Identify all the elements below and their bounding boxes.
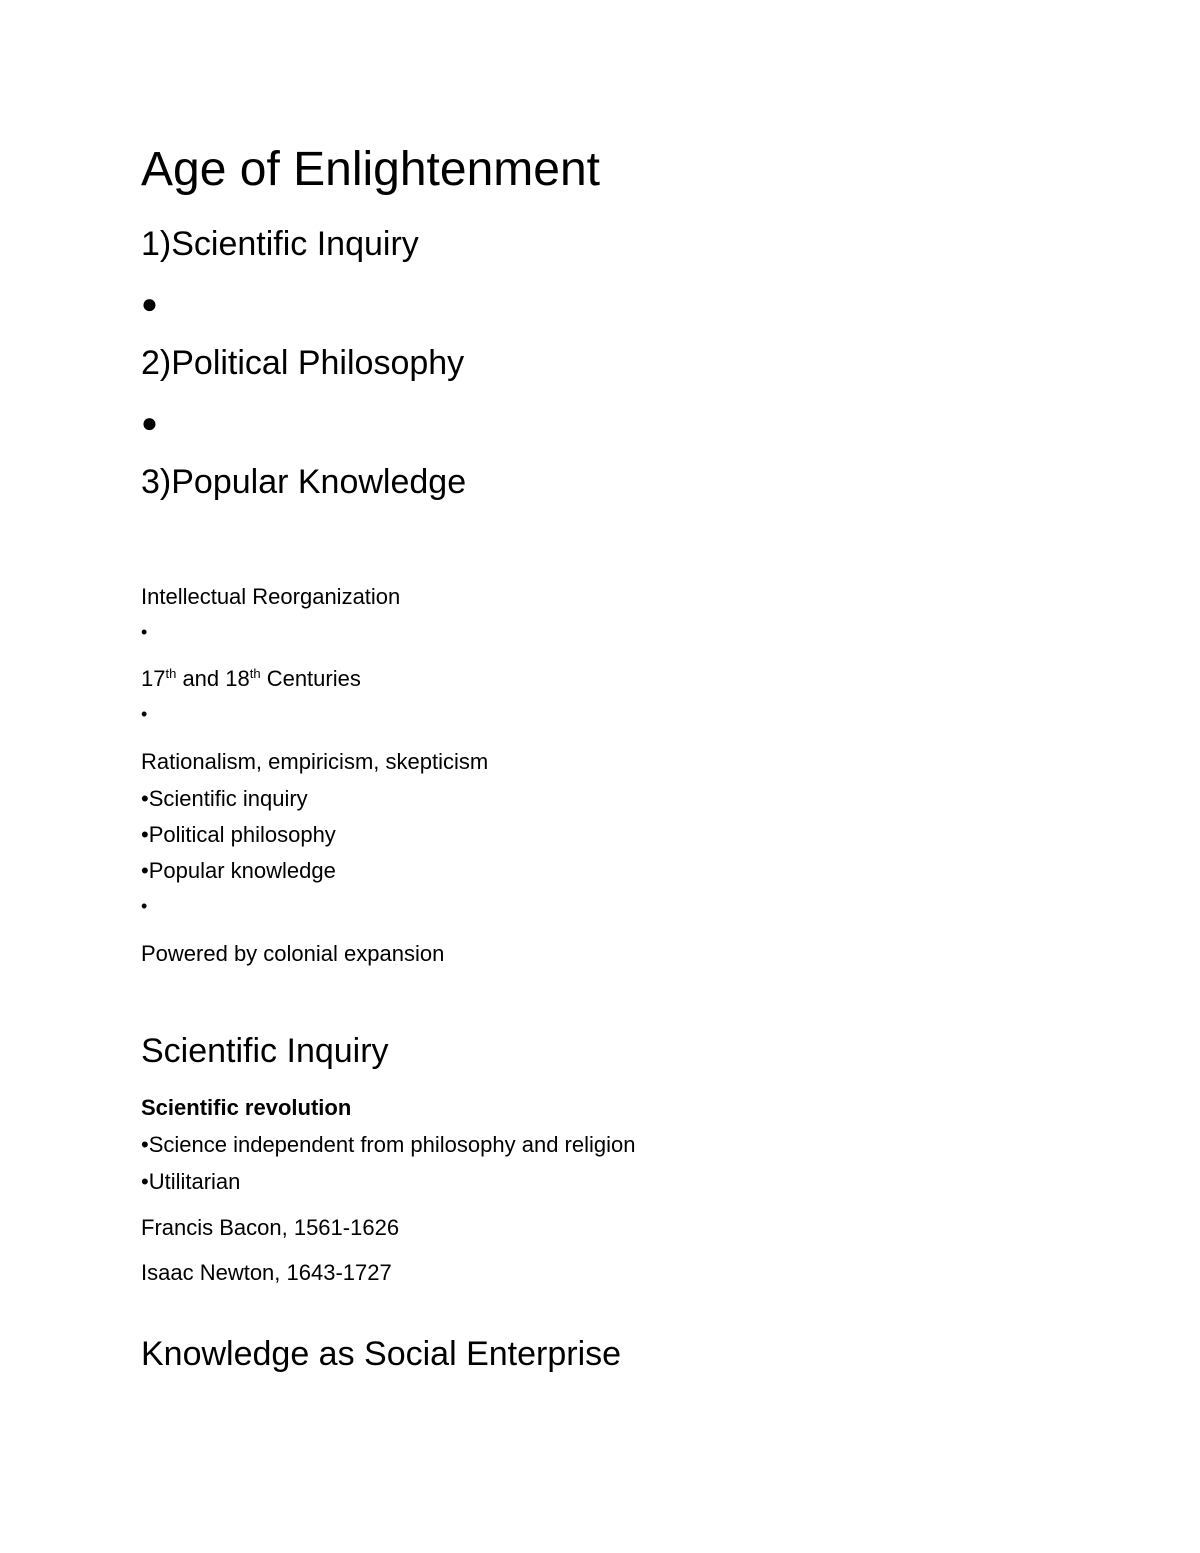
list-item: •Utilitarian [141,1169,241,1194]
outline-item-scientific-inquiry: 1)Scientific Inquiry [141,225,419,263]
outline-item-popular-knowledge: 3)Popular Knowledge [141,463,467,501]
list-item: •Scientific inquiry [141,786,308,811]
section-heading-scientific-inquiry: Scientific Inquiry [141,1032,389,1070]
powered-line: Powered by colonial expansion [141,941,445,966]
centuries-label: Centuries [260,666,361,691]
century-17: 17 [141,666,166,691]
superscript-th: th [165,666,177,681]
list-item: •Science independent from philosophy and religion [141,1132,636,1157]
person-isaac-newton: Isaac Newton, 1643-1727 [141,1260,392,1285]
list-item: •Popular knowledge [141,858,336,883]
centuries-line [141,668,361,690]
superscript-th: th [249,666,261,681]
rationalism-line: Rationalism, empiricism, skepticism [141,749,489,774]
bullet-icon: • [141,704,148,724]
bullet-icon: ● [141,407,158,438]
century-and-18: and 18 [176,666,250,691]
intro-heading: Intellectual Reorganization [141,584,401,609]
outline-item-political-philosophy: 2)Political Philosophy [141,344,465,382]
page-title: Age of Enlightenment [141,143,600,196]
subheading-scientific-revolution: Scientific revolution [141,1095,352,1120]
bullet-icon: ● [141,288,158,319]
section-heading-knowledge-social-enterprise: Knowledge as Social Enterprise [141,1335,622,1373]
list-item: •Political philosophy [141,822,336,847]
person-francis-bacon: Francis Bacon, 1561-1626 [141,1215,400,1240]
bullet-icon: • [141,896,148,916]
bullet-icon: • [141,622,148,642]
